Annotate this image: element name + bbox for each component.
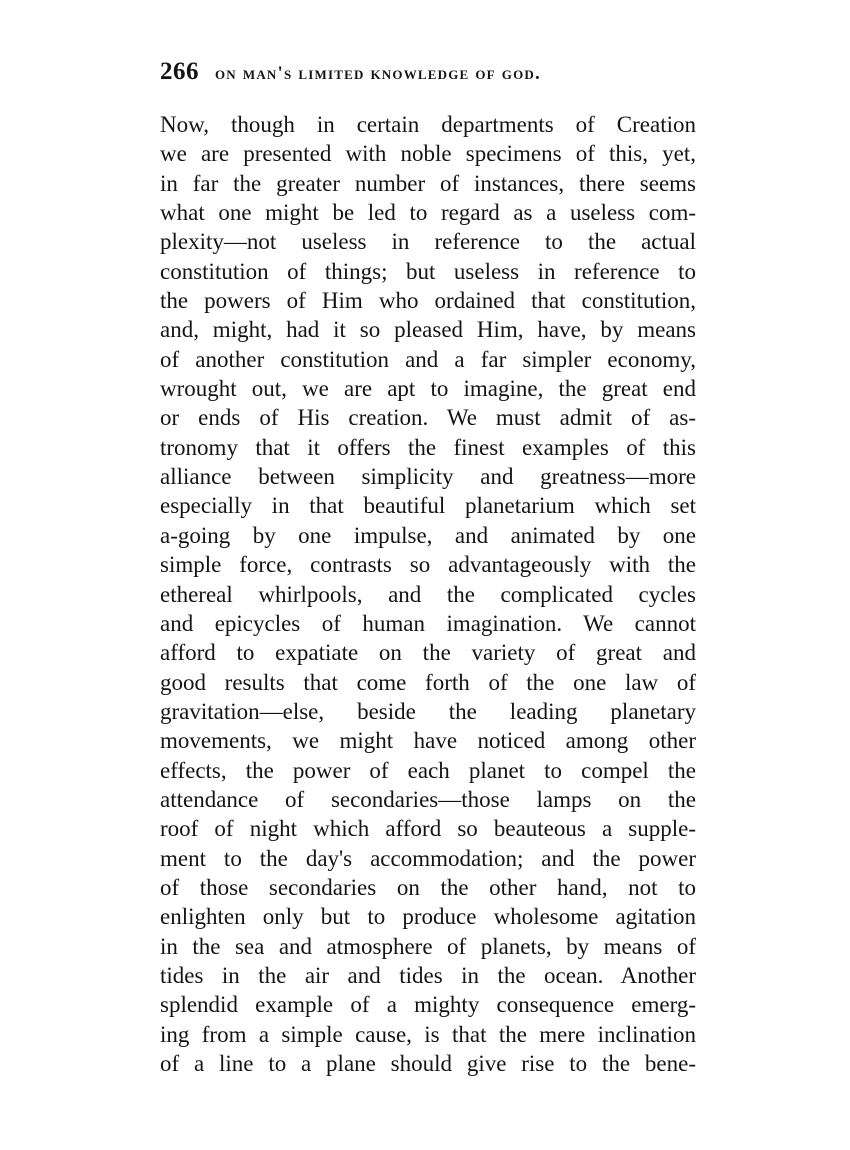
- text-line: simple force, contrasts so advantageously with the: [160, 552, 696, 578]
- text-line: plexity—not useless in reference to the actual: [160, 229, 696, 255]
- text-line: splendid example of a mighty consequence emerg-: [160, 992, 696, 1018]
- text-line: a-going by one impulse, and animated by one: [160, 522, 696, 548]
- text-line: ethereal whirlpools, and the complicated cycles: [160, 581, 696, 607]
- text-line: good results that come forth of the one law of: [160, 669, 696, 695]
- running-head: [160, 58, 700, 92]
- text-line: what one might be led to regard as a useless com-: [160, 200, 696, 226]
- text-line: we are presented with noble specimens of this, yet,: [160, 141, 696, 167]
- text-line: and epicycles of human imagination. We cannot: [160, 610, 696, 636]
- text-line: tronomy that it offers the finest examples of this: [160, 434, 696, 460]
- page-number: 266: [160, 58, 199, 85]
- running-title: on man's limited knowledge of god.: [215, 63, 541, 84]
- text-line: the powers of Him who ordained that constitution,: [160, 288, 696, 314]
- text-line: of a line to a plane should give rise to the bene-: [160, 1051, 696, 1076]
- text-line: or ends of His creation. We must admit of as-: [160, 405, 696, 431]
- text-line: and, might, had it so pleased Him, have, by means: [160, 317, 696, 343]
- text-line: alliance between simplicity and greatness—more: [160, 464, 696, 490]
- text-line: wrought out, we are apt to imagine, the great end: [160, 376, 696, 402]
- text-line: gravitation—else, beside the leading planetary: [160, 698, 696, 724]
- text-line: Now, though in certain departments of Creation: [160, 112, 696, 137]
- text-line: of those secondaries on the other hand, not to: [160, 874, 696, 900]
- body-text: [160, 110, 696, 1078]
- text-line: in far the greater number of instances, there seems: [160, 170, 696, 196]
- text-line: roof of night which afford so beauteous a supple-: [160, 816, 696, 842]
- text-line: especially in that beautiful planetarium which set: [160, 493, 696, 519]
- text-line: tides in the air and tides in the ocean. Another: [160, 962, 696, 988]
- text-line: movements, we might have noticed among other: [160, 728, 696, 754]
- text-line: afford to expatiate on the variety of great and: [160, 640, 696, 666]
- text-line: in the sea and atmosphere of planets, by means of: [160, 933, 696, 959]
- text-line: attendance of secondaries—those lamps on the: [160, 786, 696, 812]
- text-line: ing from a simple cause, is that the mere inclination: [160, 1021, 696, 1047]
- text-line: constitution of things; but useless in reference to: [160, 258, 696, 284]
- text-line: enlighten only but to produce wholesome agitation: [160, 904, 696, 930]
- text-line: of another constitution and a far simpler economy,: [160, 346, 696, 372]
- text-line: effects, the power of each planet to compel the: [160, 757, 696, 783]
- text-line: ment to the day's accommodation; and the power: [160, 845, 696, 871]
